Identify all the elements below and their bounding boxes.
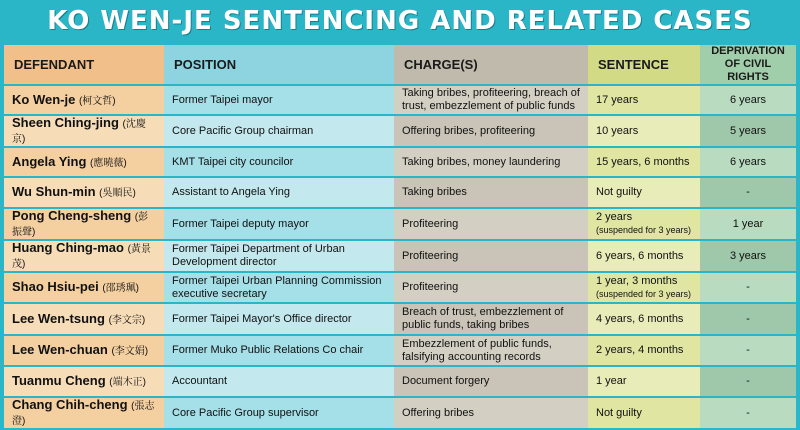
- table-row: [4, 273, 796, 302]
- table-row: [4, 336, 796, 365]
- sentence-cell: [588, 116, 700, 146]
- position-cell: Core Pacific Group chairman: [164, 116, 394, 146]
- defendant-chinese-name: (李文宗): [108, 314, 146, 326]
- sentence-cell: [588, 241, 700, 271]
- defendant-chinese-name: (邵琇珮): [102, 283, 139, 294]
- sentence-value: 1 year: [596, 375, 627, 387]
- table-row: [4, 86, 796, 114]
- sentence-value: 10 years: [596, 124, 639, 137]
- header-defendant: DEFENDANT: [4, 45, 164, 84]
- defendant-name: Wu Shun-min: [12, 184, 96, 199]
- deprivation-cell: 3 years: [700, 241, 796, 271]
- deprivation-cell: -: [700, 398, 796, 428]
- defendant-name: Tuanmu Cheng: [12, 373, 106, 388]
- defendant-name: Pong Cheng-sheng: [12, 208, 132, 223]
- charges-cell: Taking bribes, money laundering: [394, 148, 588, 176]
- table-row: [4, 209, 796, 239]
- deprivation-cell: 1 year: [700, 209, 796, 239]
- sentence-value: Not guilty: [596, 186, 642, 198]
- position-cell: Former Taipei deputy mayor: [164, 209, 394, 239]
- header-deprivation: DEPRIVATION OF CIVIL RIGHTS: [700, 45, 796, 84]
- defendant-cell: [4, 209, 164, 239]
- charges-cell: Profiteering: [394, 209, 588, 239]
- sentence-cell: [588, 209, 700, 239]
- sentence-cell: [588, 86, 700, 114]
- charges-cell: Offering bribes, profiteering: [394, 116, 588, 146]
- table-row: [4, 116, 796, 146]
- position-cell: Former Taipei Department of Urban Development director: [164, 241, 394, 271]
- charges-cell: Offering bribes: [394, 398, 588, 428]
- position-cell: Former Muko Public Relations Co chair: [164, 336, 394, 365]
- defendant-name: Lee Wen-tsung: [12, 310, 105, 326]
- position-cell: Assistant to Angela Ying: [164, 178, 394, 207]
- defendant-name: Huang Ching-mao: [12, 240, 124, 255]
- defendant-chinese-name: (張志澄): [12, 401, 155, 427]
- sentence-cell: [588, 367, 700, 396]
- defendant-chinese-name: (吳順民): [99, 188, 136, 199]
- defendant-name: Angela Ying: [12, 153, 87, 169]
- defendant-name: Lee Wen-chuan: [12, 342, 108, 357]
- table-row: [4, 148, 796, 176]
- sentence-cell: [588, 273, 700, 302]
- charges-cell: Document forgery: [394, 367, 588, 396]
- sentence-cell: [588, 178, 700, 207]
- defendant-cell: [4, 241, 164, 271]
- sentence-value: 4 years, 6 months: [596, 312, 684, 325]
- header-position: POSITION: [164, 45, 394, 84]
- defendant-chinese-name: (柯文哲): [78, 95, 116, 107]
- table-row: [4, 241, 796, 271]
- sentence-value: 17 years: [596, 93, 639, 106]
- table-row: [4, 178, 796, 207]
- table-row: [4, 304, 796, 334]
- defendant-chinese-name: (端木正): [109, 377, 146, 388]
- deprivation-cell: -: [700, 367, 796, 396]
- defendant-chinese-name: (沈慶京): [12, 119, 146, 145]
- defendant-cell: [4, 178, 164, 207]
- defendant-cell: [4, 367, 164, 396]
- deprivation-cell: -: [700, 336, 796, 365]
- sentence-value: 2 years: [596, 211, 633, 223]
- sentence-note: (suspended for 3 years): [596, 225, 692, 235]
- deprivation-cell: -: [700, 304, 796, 334]
- table-row: [4, 367, 796, 396]
- defendant-name: Sheen Ching-jing: [12, 115, 119, 130]
- sentence-cell: [588, 304, 700, 334]
- position-cell: Former Taipei Urban Planning Commission executive secretary: [164, 273, 394, 302]
- defendant-name: Ko Wen-je: [12, 91, 76, 107]
- table-row: [4, 398, 796, 428]
- position-cell: Former Taipei Mayor's Office director: [164, 304, 394, 334]
- position-cell: Core Pacific Group supervisor: [164, 398, 394, 428]
- defendant-cell: [4, 116, 164, 146]
- defendant-chinese-name: (彭振聲): [12, 212, 149, 238]
- charges-cell: Embezzlement of public funds, falsifying accounting records: [394, 336, 588, 365]
- defendant-cell: [4, 398, 164, 428]
- deprivation-cell: -: [700, 273, 796, 302]
- defendant-name: Chang Chih-cheng: [12, 397, 128, 412]
- position-cell: KMT Taipei city councilor: [164, 148, 394, 176]
- header-sentence: SENTENCE: [588, 45, 700, 84]
- defendant-chinese-name: (應曉薇): [90, 157, 127, 169]
- sentencing-table: [4, 43, 796, 430]
- deprivation-cell: 6 years: [700, 148, 796, 176]
- sentence-value: 15 years, 6 months: [596, 155, 690, 168]
- charges-cell: Breach of trust, embezzlement of public funds, taking bribes: [394, 304, 588, 334]
- defendant-cell: [4, 86, 164, 114]
- position-cell: Former Taipei mayor: [164, 86, 394, 114]
- defendant-cell: [4, 304, 164, 334]
- position-cell: Accountant: [164, 367, 394, 396]
- defendant-cell: [4, 148, 164, 176]
- defendant-cell: [4, 336, 164, 365]
- sentence-cell: [588, 148, 700, 176]
- defendant-chinese-name: (黃景茂): [12, 244, 151, 270]
- sentence-value: 2 years, 4 months: [596, 344, 684, 356]
- charges-cell: Taking bribes: [394, 178, 588, 207]
- defendant-name: Shao Hsiu-pei: [12, 279, 99, 294]
- defendant-chinese-name: (李文娟): [111, 346, 149, 357]
- header-charges: CHARGE(S): [394, 45, 588, 84]
- deprivation-cell: -: [700, 178, 796, 207]
- charges-cell: Profiteering: [394, 273, 588, 302]
- deprivation-cell: 5 years: [700, 116, 796, 146]
- sentence-cell: [588, 398, 700, 428]
- sentence-cell: [588, 336, 700, 365]
- page-title: KO WEN-JE SENTENCING AND RELATED CASES: [47, 6, 753, 36]
- sentence-note: (suspended for 3 years): [596, 288, 692, 299]
- sentence-value: Not guilty: [596, 406, 642, 419]
- charges-cell: Taking bribes, profiteering, breach of trust, embezzlement of public funds: [394, 86, 588, 114]
- charges-cell: Profiteering: [394, 241, 588, 271]
- sentence-value: 1 year, 3 months: [596, 274, 678, 287]
- header-row: [4, 45, 796, 84]
- defendant-cell: [4, 273, 164, 302]
- table-body: [4, 86, 796, 428]
- deprivation-cell: 6 years: [700, 86, 796, 114]
- sentence-value: 6 years, 6 months: [596, 249, 684, 262]
